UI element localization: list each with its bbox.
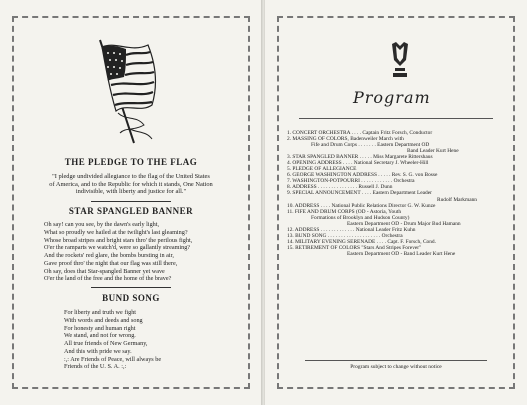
program-item: 3. STAR SPANGLED BANNER . . . . . Miss Margarete Rittershaus bbox=[287, 154, 433, 161]
lyric-line: With words and deeds and song bbox=[64, 316, 143, 324]
lyric-line: We stand, and not for wrong. bbox=[64, 332, 136, 340]
program-item: 1. CONCERT ORCHESTRA . . . . Captain Fritz Forsch, Conductor bbox=[287, 130, 433, 136]
lyric-line: Oh say, does that Star-spangled Banner yet wave bbox=[44, 267, 165, 275]
program-item-detail: Eastern Department OD - Drum Major Bud Hamann bbox=[347, 220, 461, 227]
flag-illustration bbox=[86, 35, 166, 145]
program-item: 2. MASSING OF COLORS, Badenweiler March with bbox=[287, 136, 404, 143]
lyric-line: For honesty and human right bbox=[64, 324, 136, 332]
program-item: 13. BUND SONG . . . . . . . . . . . . . . . . . . . . Orchestra bbox=[287, 232, 403, 239]
lyric-line: Gave proof thro' the night that our flag was still there, bbox=[44, 259, 178, 267]
left-page bbox=[0, 0, 262, 405]
right-page bbox=[265, 0, 527, 405]
program-item-detail: Band Leader Kurt Hene bbox=[407, 148, 459, 155]
pledge-text bbox=[24, 173, 238, 196]
program-title: Program bbox=[353, 88, 431, 107]
program-item-detail: Rudolf Markmann bbox=[437, 196, 477, 203]
pledge-line: "I pledge undivided allegiance to the flag of the United States bbox=[52, 173, 210, 180]
pledge-title: THE PLEDGE TO THE FLAG bbox=[64, 157, 198, 167]
bund-song-title: BUND SONG bbox=[102, 293, 160, 303]
program-item: 9. SPECIAL ANNOUNCEMENT . . . . Eastern Department Leader bbox=[287, 190, 432, 197]
lyric-line: All true friends of New Germany, bbox=[64, 340, 148, 347]
program-list bbox=[287, 130, 507, 257]
lyric-line: And this with pride we say. bbox=[64, 347, 132, 355]
program-item: 4. OPENING ADDRESS . . . . National Secretary J. Wheeler-Hill bbox=[287, 160, 429, 167]
program-item: 6. GEORGE WASHINGTON ADDRESS . . . . . Rev. S. G. von Bosse bbox=[287, 172, 438, 179]
lyric-line: Oh say! can you see, by the dawn's early light, bbox=[44, 221, 160, 228]
lyric-line: What so proudly we hailed at the twilight's last gleaming? bbox=[44, 228, 188, 236]
lyric-line: O'er the ramparts we watch'd, were so gallantly streaming? bbox=[44, 244, 191, 252]
lyric-line: And the rockets' red glare, the bombs bursting in air, bbox=[44, 252, 174, 259]
lyric-line: For liberty and truth we fight bbox=[64, 309, 137, 316]
program-item-detail: Formations of Brooklyn and Hudson County) bbox=[311, 214, 410, 221]
lyric-line: O'er the land of the free and the home of the brave? bbox=[44, 275, 172, 283]
program-item-detail: Fife and Drum Corps . . . . . . . Eastern Department OD bbox=[311, 142, 430, 149]
pledge-line: of America, and to the Republic for which it stands, One Nation bbox=[49, 180, 213, 188]
program-item-detail: Eastern Department OD - Band Leader Kurt Hene bbox=[347, 250, 456, 257]
program-item: 12. ADDRESS . . . . . . . . . . . . . National Leader Fritz Kuhn bbox=[287, 226, 416, 233]
bund-song-lyrics bbox=[64, 309, 242, 371]
emblem-icon bbox=[386, 40, 414, 80]
program-item: 10. ADDRESS . . . . National Public Relations Director G. W. Kunze bbox=[287, 202, 436, 209]
program-notice: Program subject to change without notice bbox=[350, 364, 442, 370]
divider bbox=[91, 287, 171, 288]
lyric-line: Whose broad stripes and bright stars thro' the perilous fight, bbox=[44, 236, 193, 244]
program-item: 11. FIFE AND DRUM CORPS (OD - Astoria, Youth bbox=[287, 208, 402, 215]
banner-title: STAR SPANGLED BANNER bbox=[68, 206, 194, 216]
program-item: 15. RETIREMENT OF COLORS "Stars And Stripes Forever" bbox=[287, 244, 422, 251]
program-item: 14. MILITARY EVENING SERENADE . . . . Capt. F. Forsch, Cond. bbox=[287, 238, 436, 245]
program-item: 7. WASHINGTON-POTPOURRI . . . . . . . . . . . . Orchestra bbox=[287, 178, 415, 185]
program-item: 5. PLEDGE OF ALLEGIANCE bbox=[287, 166, 357, 173]
pledge-line: indivisible, with liberty and justice for all." bbox=[75, 188, 187, 196]
program-item: 8. ADDRESS . . . . . . . . . . . . . . . Russell J. Dunn bbox=[287, 184, 393, 191]
divider bbox=[299, 118, 493, 119]
lyric-line: Friends of the U. S. A. :,: bbox=[64, 363, 127, 371]
banner-lyrics bbox=[44, 221, 242, 283]
divider bbox=[305, 360, 487, 361]
lyric-line: :,: Are Friends of Peace, will always be bbox=[64, 355, 162, 363]
divider bbox=[91, 201, 171, 202]
